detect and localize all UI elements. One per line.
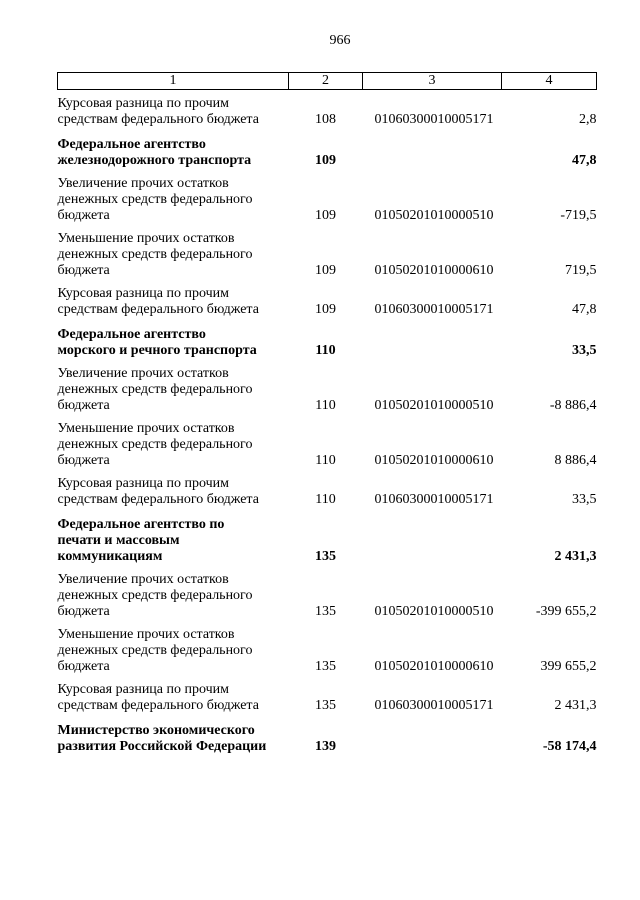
table-row — [58, 566, 597, 621]
table-row — [58, 360, 597, 415]
header-cell-4: 4 — [502, 73, 597, 90]
row-name-line: морского и речного транспорта — [57, 343, 257, 358]
row-classification-code: 01060300010005171 — [374, 698, 494, 713]
row-name-line: Уменьшение прочих остатков — [57, 421, 235, 436]
row-name-cell — [58, 360, 289, 415]
table-row — [58, 225, 597, 280]
row-admin-code: 135 — [315, 698, 336, 713]
row-name-line: Увеличение прочих остатков — [57, 572, 229, 587]
header-cell-2: 2 — [289, 73, 363, 90]
row-name-line: бюджета — [57, 453, 110, 468]
row-name-line: коммуникациям — [57, 549, 163, 564]
table-row — [58, 676, 597, 715]
row-amount: 2 431,3 — [554, 549, 597, 564]
row-name-line: бюджета — [57, 263, 110, 278]
row-name-line: Федеральное агентство по — [57, 517, 225, 532]
row-name-line: Курсовая разница по прочим — [57, 286, 230, 301]
row-classification-code: 01060300010005171 — [374, 112, 494, 127]
row-classification-code: 01050201010000510 — [374, 208, 494, 223]
row-name-line: печати и массовым — [57, 533, 180, 548]
row-admin-code: 110 — [315, 453, 336, 468]
row-admin-code: 110 — [315, 492, 336, 507]
row-admin-code: 135 — [315, 604, 336, 619]
row-name-line: Уменьшение прочих остатков — [57, 627, 235, 642]
row-admin-code: 108 — [315, 112, 336, 127]
row-amount: -8 886,4 — [549, 398, 597, 413]
row-name-cell — [58, 225, 289, 280]
row-admin-code: 135 — [315, 549, 336, 564]
row-amount: 33,5 — [572, 343, 597, 358]
row-name-cell — [58, 621, 289, 676]
table-body — [58, 90, 597, 757]
row-name-line: бюджета — [57, 398, 110, 413]
row-name-line: денежных средств федерального — [57, 643, 253, 658]
row-name-line: средствам федерального бюджета — [57, 302, 259, 317]
row-amount: -58 174,4 — [542, 739, 597, 754]
row-classification-code: 01050201010000510 — [374, 604, 494, 619]
row-classification-code: 01050201010000610 — [374, 659, 494, 674]
table-row — [58, 509, 597, 566]
table-row — [58, 280, 597, 319]
row-name-cell — [58, 470, 289, 509]
row-name-line: железнодорожного транспорта — [57, 153, 252, 168]
table-row — [58, 170, 597, 225]
row-classification-code — [363, 319, 502, 360]
row-name-cell — [58, 90, 289, 130]
table-header — [58, 73, 597, 90]
row-amount: 47,8 — [572, 302, 597, 317]
row-amount: 8 886,4 — [554, 453, 597, 468]
budget-table — [57, 72, 597, 756]
row-name-line: Федеральное агентство — [57, 137, 206, 152]
row-name-line: Увеличение прочих остатков — [57, 176, 229, 191]
row-name-cell — [58, 129, 289, 170]
table-row — [58, 90, 597, 130]
row-name-line: средствам федерального бюджета — [57, 112, 259, 127]
row-name-cell — [58, 415, 289, 470]
row-name-line: развития Российской Федерации — [57, 739, 267, 754]
row-name-line: Увеличение прочих остатков — [57, 366, 229, 381]
row-amount: 2,8 — [579, 112, 597, 127]
row-name-line: денежных средств федерального — [57, 192, 253, 207]
row-amount: 33,5 — [572, 492, 597, 507]
header-cell-1: 1 — [58, 73, 289, 90]
row-admin-code: 109 — [315, 302, 336, 317]
row-amount: 47,8 — [572, 153, 597, 168]
row-name-line: Министерство экономического — [57, 723, 255, 738]
row-name-cell — [58, 170, 289, 225]
row-admin-code: 109 — [315, 208, 336, 223]
row-name-cell — [58, 280, 289, 319]
table-row — [58, 319, 597, 360]
row-classification-code: 01060300010005171 — [374, 492, 494, 507]
table-row — [58, 470, 597, 509]
row-amount: 399 655,2 — [540, 659, 597, 674]
row-name-cell — [58, 319, 289, 360]
header-row — [58, 73, 597, 90]
row-name-line: средствам федерального бюджета — [57, 698, 259, 713]
row-name-line: бюджета — [57, 604, 110, 619]
row-classification-code: 01050201010000610 — [374, 263, 494, 278]
row-admin-code: 110 — [315, 398, 336, 413]
row-name-line: денежных средств федерального — [57, 247, 253, 262]
row-name-line: Федеральное агентство — [57, 327, 206, 342]
table-row — [58, 129, 597, 170]
row-amount: -719,5 — [560, 208, 597, 223]
row-admin-code: 109 — [315, 263, 336, 278]
header-cell-3: 3 — [363, 73, 502, 90]
row-name-cell — [58, 715, 289, 756]
row-name-line: бюджета — [57, 659, 110, 674]
row-name-cell — [58, 676, 289, 715]
row-classification-code: 01060300010005171 — [374, 302, 494, 317]
row-name-line: Курсовая разница по прочим — [57, 476, 230, 491]
row-classification-code: 01050201010000510 — [374, 398, 494, 413]
table-row — [58, 415, 597, 470]
row-classification-code — [363, 715, 502, 756]
page-number: 966 — [329, 33, 351, 48]
table-row — [58, 621, 597, 676]
row-classification-code: 01050201010000610 — [374, 453, 494, 468]
row-admin-code: 109 — [315, 153, 336, 168]
row-amount: -399 655,2 — [535, 604, 597, 619]
row-name-line: бюджета — [57, 208, 110, 223]
row-admin-code: 110 — [315, 343, 336, 358]
row-name-line: денежных средств федерального — [57, 588, 253, 603]
table-row — [58, 715, 597, 756]
row-admin-code: 135 — [315, 659, 336, 674]
row-amount: 719,5 — [565, 263, 597, 278]
row-amount: 2 431,3 — [554, 698, 597, 713]
row-classification-code — [363, 129, 502, 170]
row-name-cell — [58, 509, 289, 566]
row-name-line: денежных средств федерального — [57, 382, 253, 397]
row-name-line: Уменьшение прочих остатков — [57, 231, 235, 246]
row-name-line: денежных средств федерального — [57, 437, 253, 452]
row-classification-code — [363, 509, 502, 566]
row-name-cell — [58, 566, 289, 621]
row-admin-code: 139 — [315, 739, 336, 754]
row-name-line: Курсовая разница по прочим — [57, 682, 230, 697]
row-name-line: средствам федерального бюджета — [57, 492, 259, 507]
row-name-line: Курсовая разница по прочим — [57, 96, 230, 111]
